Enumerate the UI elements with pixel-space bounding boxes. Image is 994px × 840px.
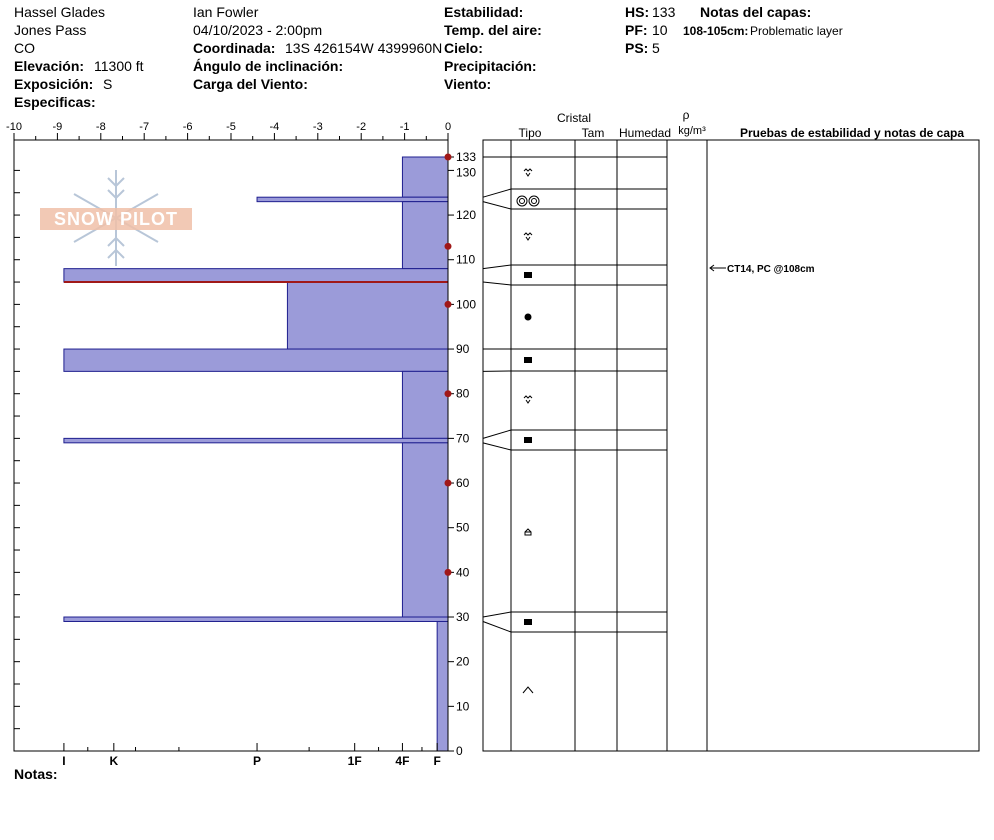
stability-test-text: CT14, PC @108cm [727, 264, 815, 275]
hardness-bar [402, 202, 448, 269]
hs-label: HS: [625, 4, 650, 20]
layer-notes-label: Notas del capas: [700, 4, 812, 20]
grain-depth-hoar-symbol [523, 687, 533, 693]
layer-connector-line [483, 202, 511, 209]
grain-melt-symbol-inner [520, 199, 525, 204]
temp-tick-label: 0 [444, 121, 452, 133]
grain-ice-symbol [524, 437, 532, 443]
ps-label: PS: [625, 40, 649, 56]
grain-melt-symbol-inner [532, 199, 537, 204]
notes-label: Notas: [14, 766, 58, 782]
hardness-bar [64, 617, 448, 621]
grain-rounds-symbol [525, 314, 532, 321]
observer-name: Ian Fowler [193, 4, 259, 20]
hardness-bar [64, 269, 448, 282]
temp-tick-label: -8 [95, 121, 106, 133]
air-temp-label: Temp. del aire: [444, 22, 542, 38]
height-tick-label: 10 [456, 699, 470, 714]
hardness-tick-label: F [433, 754, 441, 768]
layer-note-range: 108-105cm: [683, 24, 749, 38]
wind-label: Viento: [444, 76, 492, 92]
height-tick-label: 50 [456, 520, 470, 535]
hardness-tick-label: I [62, 754, 66, 768]
height-tick-label: 40 [456, 565, 470, 580]
elevation-label: Elevación: [14, 58, 85, 74]
height-tick-label: 110 [456, 252, 476, 267]
temperature-point [445, 301, 452, 308]
observation-datetime: 04/10/2023 - 2:00pm [193, 22, 323, 38]
coordinate-value: 13S 426154W 4399960N [285, 40, 443, 56]
elevation-value: 11300 ft [94, 58, 144, 74]
header-density-unit: kg/m³ [678, 125, 706, 137]
logo-text: SNOW PILOT [54, 209, 178, 229]
height-tick-label: 60 [456, 476, 470, 491]
hardness-bar [64, 438, 448, 442]
pf-value: 10 [652, 22, 668, 38]
height-tick-label: 133 [456, 150, 477, 164]
snowpilot-logo [40, 170, 192, 266]
slope-angle-label: Ángulo de inclinación: [193, 58, 344, 74]
aspect-label: Exposición: [14, 76, 94, 92]
aspect-value: S [103, 76, 113, 92]
height-tick-label: 120 [456, 208, 477, 223]
hardness-bar [402, 443, 448, 617]
hardness-tick-label: 1F [347, 754, 362, 768]
hardness-bar [64, 349, 448, 371]
hardness-tick-label: K [109, 754, 119, 768]
grain-faceted-symbol [525, 529, 531, 535]
temperature-point [445, 480, 452, 487]
layer-table-frame [483, 140, 979, 751]
layer-connector-line [483, 443, 511, 450]
location-name: Hassel Glades [14, 4, 106, 20]
state-name: CO [14, 40, 35, 56]
wind-loading-label: Carga del Viento: [193, 76, 308, 92]
temp-tick-label: -3 [312, 121, 323, 133]
layer-connector-line [483, 621, 511, 632]
layer-connector-line [483, 612, 511, 617]
grain-melt-symbol [517, 196, 527, 206]
grain-ice-symbol [524, 619, 532, 625]
header-cristal: Cristal [556, 111, 592, 125]
hardness-bars [64, 157, 448, 751]
hs-value: 133 [652, 4, 676, 20]
layer-table [483, 140, 979, 751]
hardness-bar [437, 621, 448, 751]
temp-tick-label: -9 [52, 121, 63, 133]
layer-note-text: Problematic layer [750, 24, 843, 38]
temp-tick-label: -7 [139, 121, 150, 133]
temperature-point [445, 154, 452, 161]
header-tam: Tam [581, 126, 605, 140]
temperature-point [445, 390, 452, 397]
temp-tick-label: -10 [6, 121, 22, 133]
height-tick-label: 30 [456, 610, 470, 625]
temperature-point [445, 569, 452, 576]
temp-tick-label: -2 [356, 121, 367, 133]
sky-label: Cielo: [444, 40, 483, 56]
specifics-label: Especificas: [14, 94, 96, 110]
grain-decomposing-symbol [524, 169, 532, 176]
layer-connector-line [483, 265, 511, 269]
hardness-bar [402, 371, 448, 438]
height-tick-label: 90 [456, 342, 470, 357]
precipitation-label: Precipitación: [444, 58, 537, 74]
hardness-bar [257, 197, 448, 201]
hardness-bar [287, 282, 448, 349]
grain-decomposing-symbol [524, 396, 532, 403]
hardness-plot-frame [14, 140, 448, 751]
ps-value: 5 [652, 40, 660, 56]
stability-label: Estabilidad: [444, 4, 524, 20]
temperature-point [445, 243, 452, 250]
layer-connector-line [483, 430, 511, 438]
height-tick-label: 100 [456, 297, 477, 312]
hardness-tick-label: P [253, 754, 262, 768]
layer-connector-line [483, 282, 511, 285]
header-tipo: Tipo [518, 126, 542, 140]
header-humedad: Humedad [618, 126, 672, 140]
height-tick-label: 20 [456, 654, 470, 669]
height-tick-label: 80 [456, 386, 470, 401]
sublocation-name: Jones Pass [14, 22, 87, 38]
coordinate-label: Coordinada: [193, 40, 276, 56]
header-tests: Pruebas de estabilidad y notas de capa [739, 126, 965, 140]
height-tick-label: 70 [456, 431, 470, 446]
temp-tick-label: -1 [399, 121, 410, 133]
stability-test-annotation [710, 264, 815, 275]
height-tick-label: 130 [456, 165, 477, 180]
hardness-tick-label: 4F [395, 754, 410, 768]
temp-tick-label: -5 [226, 121, 236, 133]
grain-decomposing-symbol [524, 233, 532, 240]
grain-ice-symbol [524, 272, 532, 278]
temp-tick-label: -6 [182, 121, 193, 133]
pf-label: PF: [625, 22, 648, 38]
grain-ice-symbol [524, 357, 532, 363]
hardness-bar [402, 157, 448, 197]
temp-tick-label: -4 [269, 121, 280, 133]
header-rho: ρ [682, 108, 690, 122]
layer-connector-line [483, 189, 511, 197]
grain-melt-symbol [529, 196, 539, 206]
height-tick-label: 0 [456, 744, 463, 758]
